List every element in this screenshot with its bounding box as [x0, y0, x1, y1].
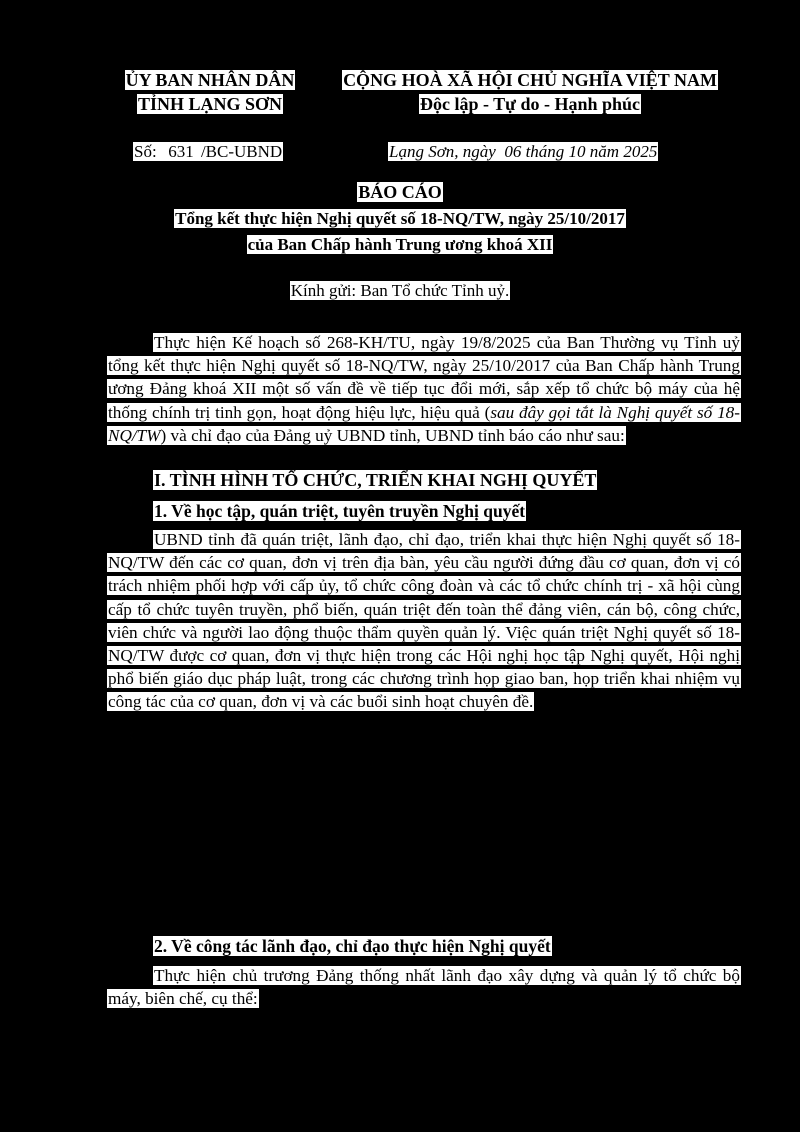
subsection-2-text: Thực hiện chủ trương Đảng thống nhất lãnh đạo xây dựng và quản lý tổ chức bộ máy, biên chế, cụ thể: — [108, 966, 740, 1009]
section-heading — [153, 467, 597, 493]
report-title-line2: của Ban Chấp hành Trung ương khoá XII — [247, 235, 553, 254]
subsection-1-heading: 1. Về học tập, quán triệt, tuyên truyền Nghị quyết — [154, 501, 526, 521]
doc-number-suffix: /BC-UBND — [200, 142, 283, 161]
motto-line: Độc lập - Tự do - Hạnh phúc — [419, 94, 641, 114]
section-1-heading: I. TÌNH HÌNH TỔ CHỨC, TRIỂN KHAI NGHỊ QUYẾT — [154, 470, 597, 490]
subsection-2-heading: 2. Về công tác lãnh đạo, chỉ đạo thực hiện Nghị quyết — [154, 936, 551, 956]
subsection-heading — [153, 933, 552, 959]
date-day: 06 — [504, 142, 522, 161]
doc-number-label: Số: — [134, 142, 157, 161]
subsection-1-paragraph — [107, 528, 741, 714]
date-suffix: tháng 10 năm 2025 — [525, 142, 658, 161]
document-date — [388, 140, 658, 164]
intro-text-after: ) và chỉ đạo của Đảng uỷ UBND tỉnh, UBND tỉnh báo cáo như sau: — [160, 425, 625, 445]
subsection-2-paragraph — [107, 964, 741, 1010]
document-number — [133, 140, 283, 164]
national-name: CỘNG HOÀ XÃ HỘI CHỦ NGHĨA VIỆT NAM — [343, 70, 717, 90]
date-prefix: Lạng Sơn, ngày — [389, 142, 496, 161]
issuing-authority-line1: ỦY BAN NHÂN DÂN — [125, 70, 295, 90]
issuing-authority-line2: TỈNH LẠNG SƠN — [137, 94, 283, 114]
recipient-text: Kính gửi: Ban Tổ chức Tỉnh uỷ. — [290, 281, 510, 300]
subsection-heading — [153, 498, 526, 524]
report-type: BÁO CÁO — [358, 182, 442, 202]
intro-text-before: Thực hiện Kế hoạch số 268-KH/TU, ngày 19/8/2025 của Ban Thường vụ Tỉnh uỷ tổng kết thực hiện Nghị quyết số 18-NQ/TW, ngày 25/10/2017 của Ban Chấp hành Trung ương Đảng khoá XII một số vấn đề về tiếp tục đổi mới, sắp xếp tổ chức bộ máy của hệ thống chính trị tinh gọn, hoạt động hiệu lực, hiệu quả ( — [108, 333, 740, 422]
subsection-1-text: UBND tỉnh đã quán triệt, lãnh đạo, chỉ đạo, triển khai thực hiện Nghị quyết số 18-NQ/TW đến các cơ quan, đơn vị trên địa bàn, yêu cầu người đứng đầu cơ quan, đơn vị có trách nhiệm phối hợp với cấp ủy, tổ chức công đoàn và các tổ chức chính trị - xã hội cùng cấp tổ chức tuyên truyền, phổ biến, quán triệt đến toàn thể đảng viên, cán bộ, công chức, viên chức và người lao động thuộc thẩm quyền quản lý. Việc quán triệt Nghị quyết số 18-NQ/TW được cơ quan, đơn vị thực hiện trong các Hội nghị học tập Nghị quyết, Hội nghị phổ biến giáo dục pháp luật, trong các chương trình họp giao ban, họp triển khai nhiệm vụ công tác của cơ quan, đơn vị và các buổi sinh hoạt chuyên đề. — [108, 530, 740, 712]
intro-paragraph — [107, 331, 741, 447]
recipient — [100, 279, 700, 303]
intro-text-italic: sau đây gọi tắt là Nghị quyết số 18-NQ/TW — [108, 402, 740, 445]
doc-number-value: 631 — [168, 142, 194, 161]
issuing-authority — [110, 68, 310, 116]
report-title — [100, 180, 700, 258]
national-motto — [320, 68, 740, 116]
report-title-line1: Tổng kết thực hiện Nghị quyết số 18-NQ/TW, ngày 25/10/2017 — [175, 209, 625, 228]
